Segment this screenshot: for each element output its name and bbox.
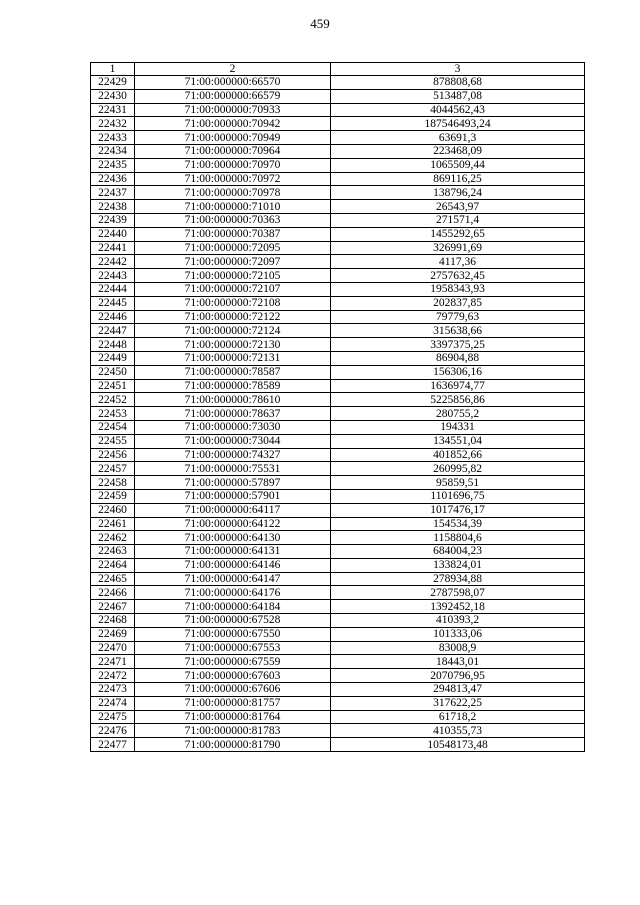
table-row: [91, 393, 585, 407]
table-row: [91, 131, 585, 145]
row-number-cell: 22434: [91, 144, 135, 158]
cadastral-number-cell: 71:00:000000:75531: [135, 462, 331, 476]
cadastral-number-cell: 71:00:000000:66579: [135, 89, 331, 103]
row-number-cell: 22453: [91, 407, 135, 421]
cadastral-number-cell: 71:00:000000:72097: [135, 255, 331, 269]
table-row: [91, 614, 585, 628]
cadastral-number-cell: 71:00:000000:70933: [135, 103, 331, 117]
table-row: [91, 600, 585, 614]
row-number-cell: 22444: [91, 282, 135, 296]
cadastral-number-cell: 71:00:000000:81783: [135, 724, 331, 738]
cadastral-number-cell: 71:00:000000:71010: [135, 200, 331, 214]
value-cell: 878808,68: [331, 76, 585, 90]
page-number: 459: [310, 16, 330, 31]
table-row: [91, 89, 585, 103]
row-number-cell: 22476: [91, 724, 135, 738]
table-row: [91, 338, 585, 352]
value-cell: 1065509,44: [331, 158, 585, 172]
cadastral-number-cell: 71:00:000000:64184: [135, 600, 331, 614]
table-row: [91, 241, 585, 255]
table-row: [91, 448, 585, 462]
value-cell: 187546493,24: [331, 117, 585, 131]
cadastral-number-cell: 71:00:000000:72105: [135, 269, 331, 283]
value-cell: 260995,82: [331, 462, 585, 476]
table-row: [91, 76, 585, 90]
row-number-cell: 22442: [91, 255, 135, 269]
value-cell: 10548173,48: [331, 738, 585, 752]
cadastral-number-cell: 71:00:000000:70363: [135, 213, 331, 227]
cadastral-number-cell: 71:00:000000:78637: [135, 407, 331, 421]
cadastral-number-cell: 71:00:000000:72124: [135, 324, 331, 338]
row-number-cell: 22456: [91, 448, 135, 462]
header-row: [91, 63, 585, 76]
cadastral-number-cell: 71:00:000000:72107: [135, 282, 331, 296]
table-row: [91, 476, 585, 490]
row-number-cell: 22470: [91, 641, 135, 655]
row-number-cell: 22469: [91, 627, 135, 641]
cadastral-number-cell: 71:00:000000:72108: [135, 296, 331, 310]
table-row: [91, 365, 585, 379]
table-row: [91, 269, 585, 283]
row-number-cell: 22461: [91, 517, 135, 531]
row-number-cell: 22440: [91, 227, 135, 241]
row-number-cell: 22474: [91, 696, 135, 710]
value-cell: 4044562,43: [331, 103, 585, 117]
value-cell: 86904,88: [331, 351, 585, 365]
cadastral-number-cell: 71:00:000000:70970: [135, 158, 331, 172]
table-row: [91, 641, 585, 655]
row-number-cell: 22430: [91, 89, 135, 103]
row-number-cell: 22448: [91, 338, 135, 352]
cadastral-number-cell: 71:00:000000:72130: [135, 338, 331, 352]
data-table: [90, 62, 585, 752]
cadastral-number-cell: 71:00:000000:70972: [135, 172, 331, 186]
value-cell: 410393,2: [331, 614, 585, 628]
cadastral-number-cell: 71:00:000000:57897: [135, 476, 331, 490]
row-number-cell: 22468: [91, 614, 135, 628]
table-row: [91, 117, 585, 131]
value-cell: 5225856,86: [331, 393, 585, 407]
row-number-cell: 22450: [91, 365, 135, 379]
row-number-cell: 22473: [91, 683, 135, 697]
column-header-1: 1: [91, 63, 135, 76]
table-row: [91, 586, 585, 600]
cadastral-number-cell: 71:00:000000:70964: [135, 144, 331, 158]
value-cell: 61718,2: [331, 710, 585, 724]
table-row: [91, 103, 585, 117]
value-cell: 280755,2: [331, 407, 585, 421]
table-row: [91, 213, 585, 227]
row-number-cell: 22449: [91, 351, 135, 365]
row-number-cell: 22467: [91, 600, 135, 614]
value-cell: 133824,01: [331, 558, 585, 572]
cadastral-number-cell: 71:00:000000:70942: [135, 117, 331, 131]
row-number-cell: 22454: [91, 420, 135, 434]
table-row: [91, 282, 585, 296]
cadastral-number-cell: 71:00:000000:66570: [135, 76, 331, 90]
row-number-cell: 22457: [91, 462, 135, 476]
row-number-cell: 22475: [91, 710, 135, 724]
value-cell: 79779,63: [331, 310, 585, 324]
value-cell: 513487,08: [331, 89, 585, 103]
row-number-cell: 22463: [91, 545, 135, 559]
value-cell: 223468,09: [331, 144, 585, 158]
row-number-cell: 22464: [91, 558, 135, 572]
value-cell: 326991,69: [331, 241, 585, 255]
table-header: [91, 63, 585, 76]
table-row: [91, 572, 585, 586]
value-cell: 134551,04: [331, 434, 585, 448]
cadastral-number-cell: 71:00:000000:64176: [135, 586, 331, 600]
value-cell: 101333,06: [331, 627, 585, 641]
cadastral-number-cell: 71:00:000000:67606: [135, 683, 331, 697]
row-number-cell: 22438: [91, 200, 135, 214]
row-number-cell: 22432: [91, 117, 135, 131]
value-cell: 1958343,93: [331, 282, 585, 296]
cadastral-number-cell: 71:00:000000:70387: [135, 227, 331, 241]
value-cell: 869116,25: [331, 172, 585, 186]
table-row: [91, 517, 585, 531]
cadastral-number-cell: 71:00:000000:67550: [135, 627, 331, 641]
cadastral-number-cell: 71:00:000000:72095: [135, 241, 331, 255]
row-number-cell: 22466: [91, 586, 135, 600]
column-header-2: 2: [135, 63, 331, 76]
table-row: [91, 558, 585, 572]
row-number-cell: 22437: [91, 186, 135, 200]
table-row: [91, 545, 585, 559]
column-header-3: 3: [331, 63, 585, 76]
cadastral-number-cell: 71:00:000000:81790: [135, 738, 331, 752]
table-row: [91, 655, 585, 669]
table-row: [91, 186, 585, 200]
value-cell: 294813,47: [331, 683, 585, 697]
cadastral-number-cell: 71:00:000000:64117: [135, 503, 331, 517]
row-number-cell: 22446: [91, 310, 135, 324]
row-number-cell: 22447: [91, 324, 135, 338]
row-number-cell: 22429: [91, 76, 135, 90]
table-row: [91, 351, 585, 365]
table-row: [91, 255, 585, 269]
row-number-cell: 22435: [91, 158, 135, 172]
cadastral-number-cell: 71:00:000000:78610: [135, 393, 331, 407]
table-row: [91, 158, 585, 172]
value-cell: 154534,39: [331, 517, 585, 531]
cadastral-number-cell: 71:00:000000:72122: [135, 310, 331, 324]
value-cell: 194331: [331, 420, 585, 434]
row-number-cell: 22458: [91, 476, 135, 490]
cadastral-number-cell: 71:00:000000:67553: [135, 641, 331, 655]
cadastral-number-cell: 71:00:000000:70949: [135, 131, 331, 145]
value-cell: 315638,66: [331, 324, 585, 338]
cadastral-number-cell: 71:00:000000:67559: [135, 655, 331, 669]
cadastral-number-cell: 71:00:000000:67528: [135, 614, 331, 628]
value-cell: 4117,36: [331, 255, 585, 269]
cadastral-number-cell: 71:00:000000:64147: [135, 572, 331, 586]
value-cell: 3397375,25: [331, 338, 585, 352]
cadastral-number-cell: 71:00:000000:57901: [135, 489, 331, 503]
value-cell: 271571,4: [331, 213, 585, 227]
value-cell: 63691,3: [331, 131, 585, 145]
row-number-cell: 22459: [91, 489, 135, 503]
value-cell: 138796,24: [331, 186, 585, 200]
table-row: [91, 489, 585, 503]
table-row: [91, 503, 585, 517]
value-cell: 2787598,07: [331, 586, 585, 600]
table-row: [91, 227, 585, 241]
value-cell: 156306,16: [331, 365, 585, 379]
table-row: [91, 710, 585, 724]
row-number-cell: 22441: [91, 241, 135, 255]
row-number-cell: 22472: [91, 669, 135, 683]
table-row: [91, 310, 585, 324]
value-cell: 401852,66: [331, 448, 585, 462]
table-row: [91, 324, 585, 338]
value-cell: 26543,97: [331, 200, 585, 214]
value-cell: 2757632,45: [331, 269, 585, 283]
value-cell: 684004,23: [331, 545, 585, 559]
row-number-cell: 22436: [91, 172, 135, 186]
value-cell: 1101696,75: [331, 489, 585, 503]
cadastral-number-cell: 71:00:000000:81764: [135, 710, 331, 724]
value-cell: 1455292,65: [331, 227, 585, 241]
value-cell: 278934,88: [331, 572, 585, 586]
table-row: [91, 144, 585, 158]
table-row: [91, 172, 585, 186]
row-number-cell: 22443: [91, 269, 135, 283]
row-number-cell: 22462: [91, 531, 135, 545]
table-row: [91, 669, 585, 683]
value-cell: 95859,51: [331, 476, 585, 490]
cadastral-number-cell: 71:00:000000:81757: [135, 696, 331, 710]
value-cell: 83008,9: [331, 641, 585, 655]
value-cell: 1392452,18: [331, 600, 585, 614]
table-row: [91, 434, 585, 448]
cadastral-number-cell: 71:00:000000:78589: [135, 379, 331, 393]
table-row: [91, 531, 585, 545]
table-row: [91, 683, 585, 697]
table-row: [91, 462, 585, 476]
cadastral-number-cell: 71:00:000000:64131: [135, 545, 331, 559]
cadastral-number-cell: 71:00:000000:64146: [135, 558, 331, 572]
row-number-cell: 22471: [91, 655, 135, 669]
cadastral-number-cell: 71:00:000000:78587: [135, 365, 331, 379]
table-row: [91, 627, 585, 641]
row-number-cell: 22452: [91, 393, 135, 407]
value-cell: 1636974,77: [331, 379, 585, 393]
value-cell: 202837,85: [331, 296, 585, 310]
table-body: [91, 76, 585, 752]
cadastral-number-cell: 71:00:000000:67603: [135, 669, 331, 683]
value-cell: 410355,73: [331, 724, 585, 738]
row-number-cell: 22465: [91, 572, 135, 586]
value-cell: 18443,01: [331, 655, 585, 669]
row-number-cell: 22433: [91, 131, 135, 145]
value-cell: 317622,25: [331, 696, 585, 710]
table-row: [91, 420, 585, 434]
row-number-cell: 22460: [91, 503, 135, 517]
row-number-cell: 22445: [91, 296, 135, 310]
row-number-cell: 22451: [91, 379, 135, 393]
cadastral-number-cell: 71:00:000000:70978: [135, 186, 331, 200]
value-cell: 2070796,95: [331, 669, 585, 683]
table-row: [91, 200, 585, 214]
cadastral-number-cell: 71:00:000000:73044: [135, 434, 331, 448]
table-row: [91, 296, 585, 310]
row-number-cell: 22455: [91, 434, 135, 448]
value-cell: 1158804,6: [331, 531, 585, 545]
table-row: [91, 738, 585, 752]
row-number-cell: 22439: [91, 213, 135, 227]
table-row: [91, 724, 585, 738]
table-row: [91, 407, 585, 421]
cadastral-number-cell: 71:00:000000:72131: [135, 351, 331, 365]
cadastral-number-cell: 71:00:000000:64122: [135, 517, 331, 531]
value-cell: 1017476,17: [331, 503, 585, 517]
cadastral-number-cell: 71:00:000000:74327: [135, 448, 331, 462]
cadastral-number-cell: 71:00:000000:73030: [135, 420, 331, 434]
table-row: [91, 379, 585, 393]
row-number-cell: 22477: [91, 738, 135, 752]
table-row: [91, 696, 585, 710]
row-number-cell: 22431: [91, 103, 135, 117]
cadastral-number-cell: 71:00:000000:64130: [135, 531, 331, 545]
